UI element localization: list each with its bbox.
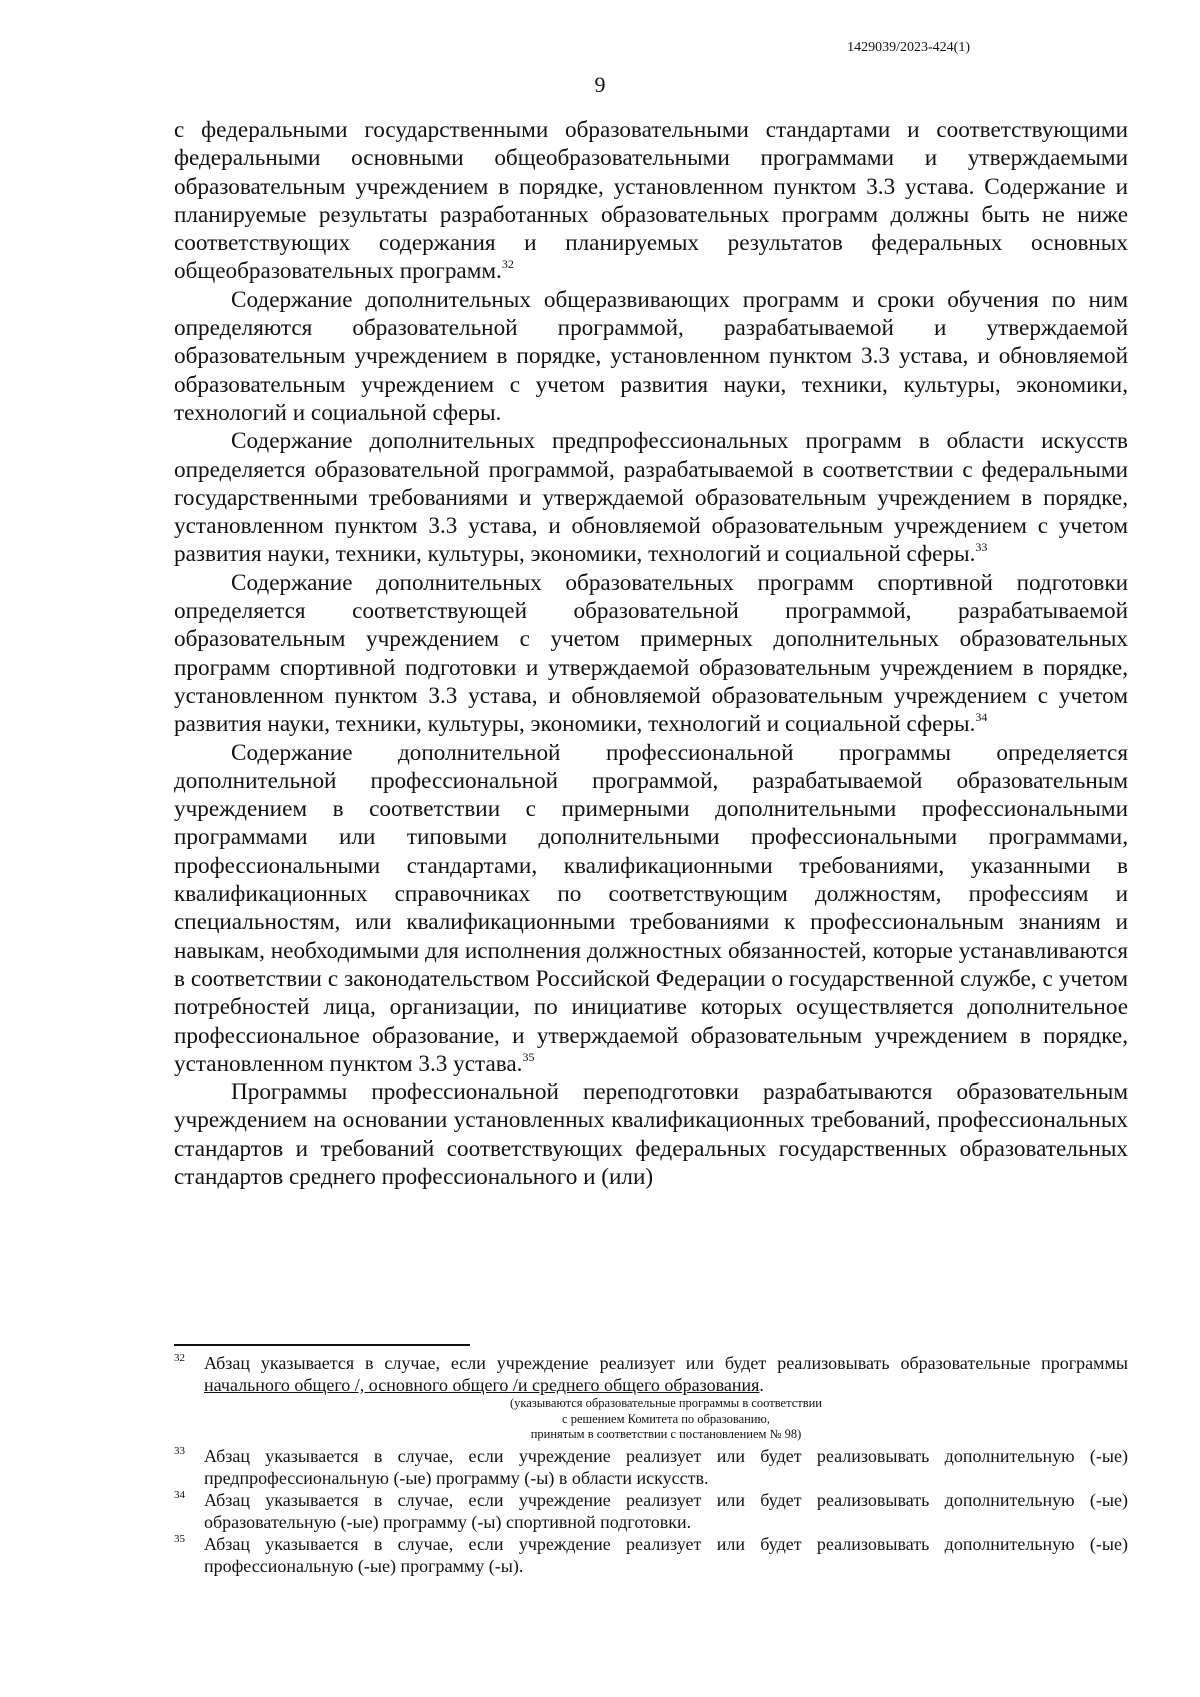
footnote-text: Абзац указывается в случае, если учреждение реализует или будет реализовывать дополнительную (-ые) предпрофессиональную (-ые) программу (-ы) в области искусств. [204,1445,1128,1488]
paragraph-text: с федеральными государственными образовательными стандартами и соответствующими федеральными основными общеобразовательными программами и утверждаемыми образовательным учреждением в порядке, установленном пунктом 3.3 устава. Содержание и планируемые результаты разработанных образовательных программ должны быть не ниже соответствующих содержания и планируемых результатов федеральных основных общеобразовательных программ. [174,117,1128,285]
footnote-ref[interactable]: 33 [975,540,988,555]
paragraph [174,739,1128,1079]
paragraph-text: Содержание дополнительной профессиональной программы определяется дополнительной профессиональной программой, разрабатываемой образовательным учреждением в соответствии с примерными дополнительными профессиональными программами или типовыми дополнительными профессиональными программами, профессиональными стандартами, квалификационными требованиями, указанными в квалификационных справочниках по соответствующим должностям, профессиям и специальностям, или квалификационными требованиями к профессиональным знаниям и навыкам, необходимыми для исполнения должностных обязанностей, которые устанавливаются в соответствии с законодательством Российской Федерации о государственной службе, с учетом потребностей лица, организации, по инициативе которых осуществляется дополнительное профессиональное образование, и утверждаемой образовательным учреждением в порядке, установленном пунктом 3.3 устава. [174,739,1128,1077]
footnote-ref[interactable]: 32 [501,257,514,272]
footnote-35 [174,1533,1128,1577]
footnote-underlined-text: начального общего /, основного общего /и среднего общего образования [204,1375,760,1395]
page-number: 9 [594,72,606,97]
footnote-ref[interactable]: 35 [522,1049,535,1064]
footnote-text: Абзац указывается в случае, если учреждение реализует или будет реализовывать образовательные программы [204,1353,1128,1373]
footnote-mark: 35 [174,1532,185,1545]
paragraph [174,286,1128,427]
annotation-line: принятым в соответствии с постановлением № 98) [530,1427,802,1441]
paragraph [174,1078,1128,1191]
footnote-mark: 34 [174,1488,185,1501]
document-body [174,116,1128,1191]
footnote-separator [174,1344,470,1346]
paragraph [174,427,1128,568]
footnotes [174,1352,1128,1577]
paragraph-text: Содержание дополнительных предпрофессиональных программ в области искусств определяется образовательной программой, разрабатываемой в соответствии с федеральными государственными требованиями и утверждаемой образовательным учреждением в порядке, установленном пунктом 3.3 устава, и обновляемой образовательным учреждением с учетом развития науки, техники, культуры, экономики, технологий и социальной сферы. [174,428,1128,568]
footnote-mark: 33 [174,1444,185,1457]
footnote-33 [174,1445,1128,1489]
footnote-32 [174,1352,1128,1396]
annotation-line: с решением Комитета по образованию, [562,1411,770,1426]
footnote-text: Абзац указывается в случае, если учреждение реализует или будет реализовывать дополнительную (-ые) образовательную (-ые) программу (-ы) спортивной подготовки. [204,1489,1128,1532]
paragraph-text: Содержание дополнительных общеразвивающих программ и сроки обучения по ним определяются образовательной программой, разрабатываемой и утверждаемой образовательным учреждением в порядке, установленном пунктом 3.3 устава, и обновляемой образовательным учреждением с учетом развития науки, техники, культуры, экономики, технологий и социальной сферы. [174,286,1128,426]
footnote-text: Абзац указывается в случае, если учреждение реализует или будет реализовывать дополнительную (-ые) профессиональную (-ые) программу (-ы). [204,1533,1128,1576]
footnote-34 [174,1489,1128,1533]
footnote-annotation [204,1396,1128,1443]
footnote-ref[interactable]: 34 [975,710,988,725]
paragraph [174,569,1128,739]
paragraph [174,116,1128,286]
annotation-line: (указываются образовательные программы в соответствии [510,1396,822,1410]
footnote-mark: 32 [174,1352,185,1364]
document-id: 1429039/2023-424(1) [847,40,970,55]
footnote-text-end: . [759,1375,764,1395]
paragraph-text: Программы профессиональной переподготовки разрабатываются образовательным учреждением на основании установленных квалификационных требований, профессиональных стандартов и требований соответствующих федеральных государственных образовательных стандартов среднего профессионального и (или) [174,1079,1128,1190]
paragraph-text: Содержание дополнительных образовательных программ спортивной подготовки определяется соответствующей образовательной программой, разрабатываемой образовательным учреждением с учетом примерных дополнительных образовательных программ спортивной подготовки и утверждаемой образовательным учреждением в порядке, установленном пунктом 3.3 устава, и обновляемой образовательным учреждением с учетом развития науки, техники, культуры, экономики, технологий и социальной сферы. [174,569,1128,738]
